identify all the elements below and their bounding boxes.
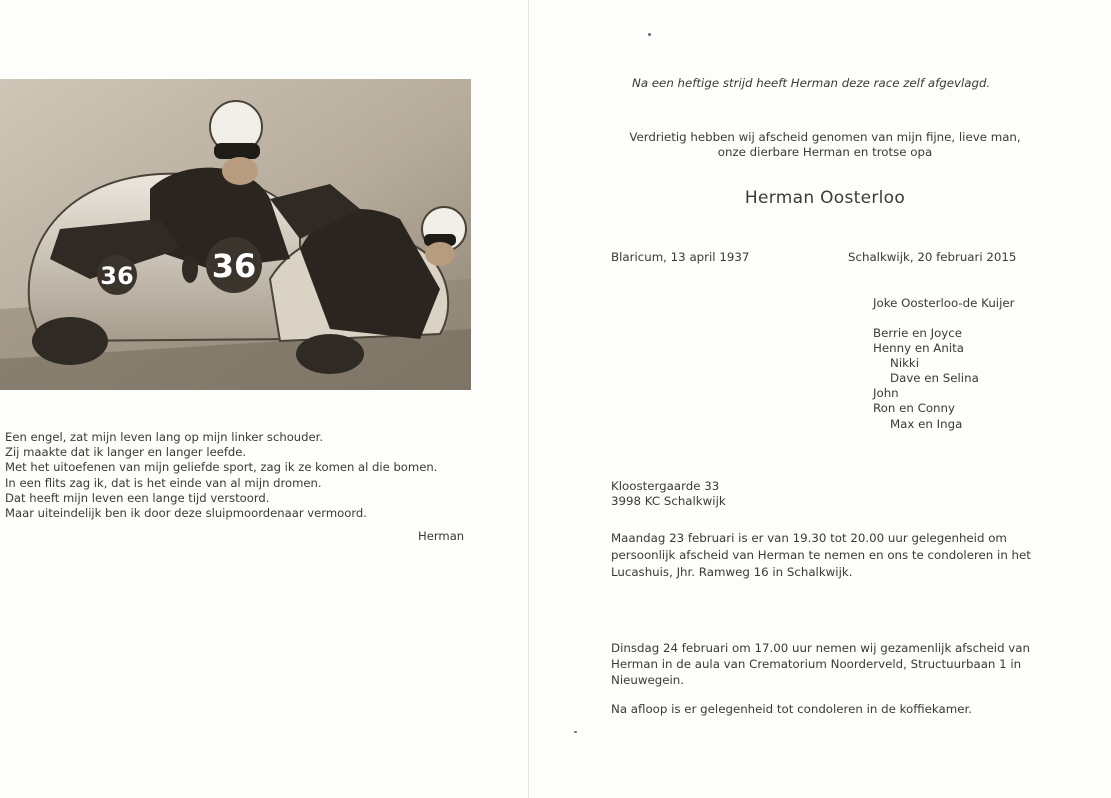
farewell-info: Dinsdag 24 februari om 17.00 uur nemen wij gezamenlijk afscheid van Herman in de aula van Crematorium Noorderveld, Structuurbaan 1 in Nieuwegein.: [611, 641, 1030, 687]
correspondence-address: [611, 479, 726, 509]
scan-speck: [648, 33, 651, 36]
poem-line: Zij maakte dat ik langer en langer leefde.: [5, 445, 247, 460]
race-number-side: 36: [211, 247, 257, 285]
address-line: Kloostergaarde 33: [611, 479, 720, 493]
family-member: John: [873, 386, 899, 401]
intro-line: onze dierbare Herman en trotse opa: [717, 145, 933, 159]
poem-line: Maar uiteindelijk ben ik door deze sluipmoordenaar vermoord.: [5, 506, 367, 521]
card-fold-line: [528, 0, 529, 798]
poem: [5, 430, 437, 521]
spouse-name: Joke Oosterloo-de Kuijer: [873, 296, 1015, 310]
family-member: Henny en Anita: [873, 341, 964, 356]
family-member: Berrie en Joyce: [873, 326, 963, 340]
address-line: 3998 KC Schalkwijk: [611, 494, 726, 509]
sidecar-race-photo: [0, 79, 471, 390]
family-list: [873, 326, 979, 432]
tagline: Na een heftige strijd heeft Herman deze race zelf afgevlagd.: [632, 76, 991, 90]
race-number-front: 36: [100, 262, 134, 290]
death-date-place: Schalkwijk, 20 februari 2015: [848, 250, 1017, 264]
poem-line: Met het uitoefenen van mijn geliefde sport, zag ik ze komen al die bomen.: [5, 460, 438, 475]
poem-line: Een engel, zat mijn leven lang op mijn linker schouder.: [5, 430, 324, 444]
poem-line: Dat heeft mijn leven een lange tijd verstoord.: [5, 490, 270, 505]
family-member: Ron en Conny: [873, 401, 955, 416]
family-member: Max en Inga: [890, 416, 963, 431]
deceased-name: Herman Oosterloo: [744, 188, 906, 208]
after-info: Na afloop is er gelegenheid tot condoleren in de koffiekamer.: [611, 702, 973, 716]
family-member: Dave en Selina: [890, 371, 979, 386]
intro-line: Verdrietig hebben wij afscheid genomen van mijn fijne, lieve man,: [629, 130, 1021, 144]
poem-signature: Herman: [418, 529, 465, 543]
family-member: Nikki: [890, 356, 920, 371]
announcement-intro: [610, 130, 1040, 160]
scan-speck: [574, 731, 577, 733]
birth-date-place: Blaricum, 13 april 1937: [611, 250, 750, 264]
poem-line: In een flits zag ik, dat is het einde van al mijn dromen.: [5, 475, 322, 490]
visitation-info: Maandag 23 februari is er van 19.30 tot 20.00 uur gelegenheid om persoonlijk afscheid van Herman te nemen en ons te condoleren in het Lucashuis, Jhr. Ramweg 16 in Schalkwijk.: [611, 531, 1031, 579]
